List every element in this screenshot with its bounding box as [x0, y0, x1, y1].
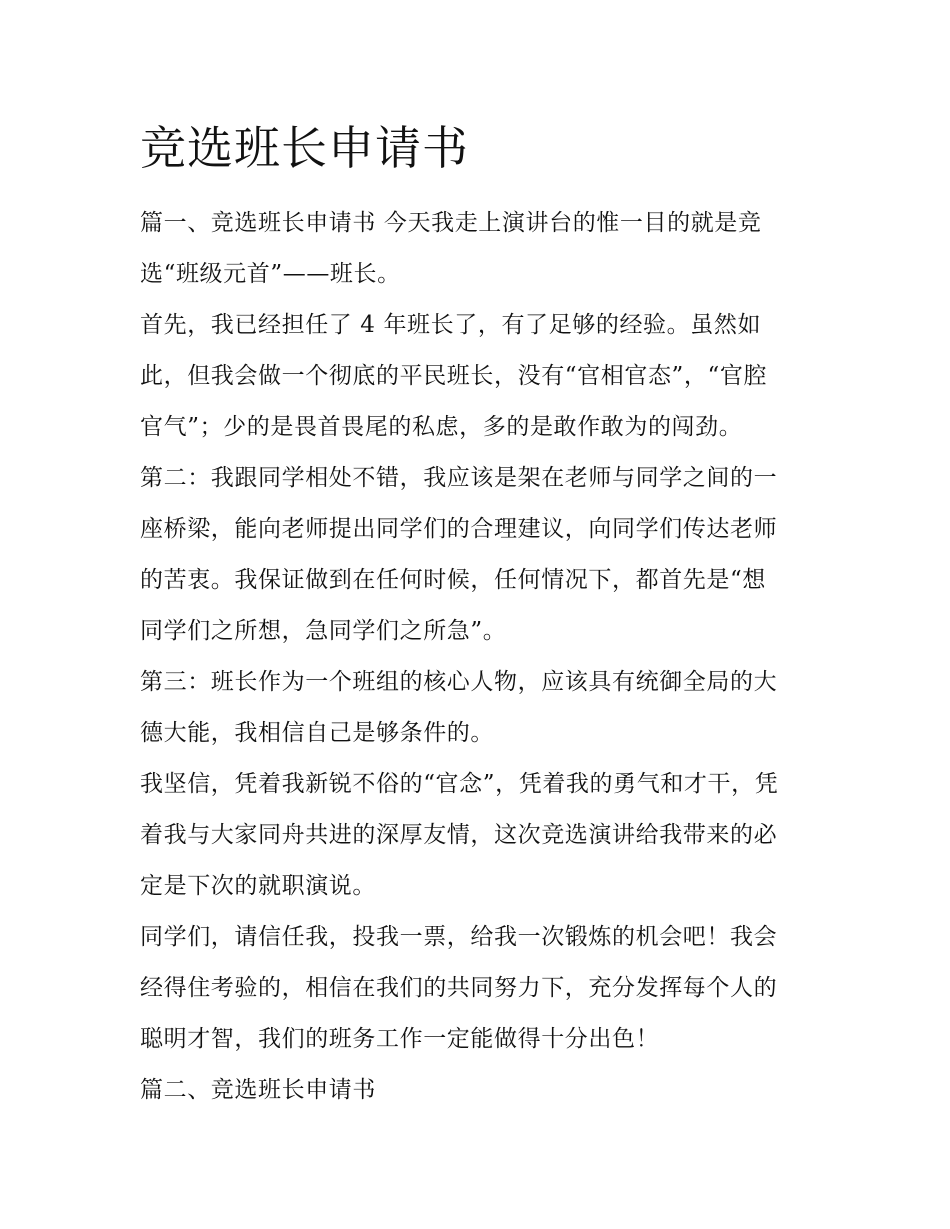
- text-line: 经得住考验的，相信在我们的共同努力下，充分发挥每个人的: [140, 975, 778, 1001]
- text-line: 德大能，我相信自己是够条件的。: [140, 720, 494, 746]
- text-line: 第三：班长作为一个班组的核心人物，应该具有统御全局的大: [140, 669, 778, 695]
- text-line: 的苦衷。我保证做到在任何时候，任何情况下，都首先是“想: [140, 567, 766, 593]
- text-line: 篇二、竞选班长申请书: [140, 1077, 376, 1103]
- text-line: 首先，我已经担任了 4 年班长了，有了足够的经验。虽然如: [140, 312, 762, 338]
- text-line: 着我与大家同舟共进的深厚友情，这次竞选演讲给我带来的必: [140, 822, 778, 848]
- text-line: 篇一、竞选班长申请书 今天我走上演讲台的惟一目的就是竞: [140, 210, 762, 236]
- text-line: 此，但我会做一个彻底的平民班长，没有“官相官态”，“官腔: [140, 363, 768, 389]
- document-body: [140, 203, 812, 1121]
- text-line: 定是下次的就职演说。: [140, 873, 376, 899]
- text-line: 聪明才智，我们的班务工作一定能做得十分出色！: [140, 1026, 660, 1052]
- document-title: 竞选班长申请书: [140, 121, 469, 175]
- text-line: 选“班级元首”——班长。: [140, 261, 401, 287]
- text-line: 同学们之所想，急同学们之所急”。: [140, 618, 507, 644]
- text-line: 官气”；少的是畏首畏尾的私虑，多的是敢作敢为的闯劲。: [140, 414, 743, 440]
- text-line: 我坚信，凭着我新锐不俗的“官念”，凭着我的勇气和才干，凭: [140, 771, 779, 797]
- text-line: 座桥梁，能向老师提出同学们的合理建议，向同学们传达老师: [140, 516, 778, 542]
- text-line: 同学们，请信任我，投我一票，给我一次锻炼的机会吧！我会: [140, 924, 778, 950]
- text-line: 第二：我跟同学相处不错，我应该是架在老师与同学之间的一: [140, 465, 778, 491]
